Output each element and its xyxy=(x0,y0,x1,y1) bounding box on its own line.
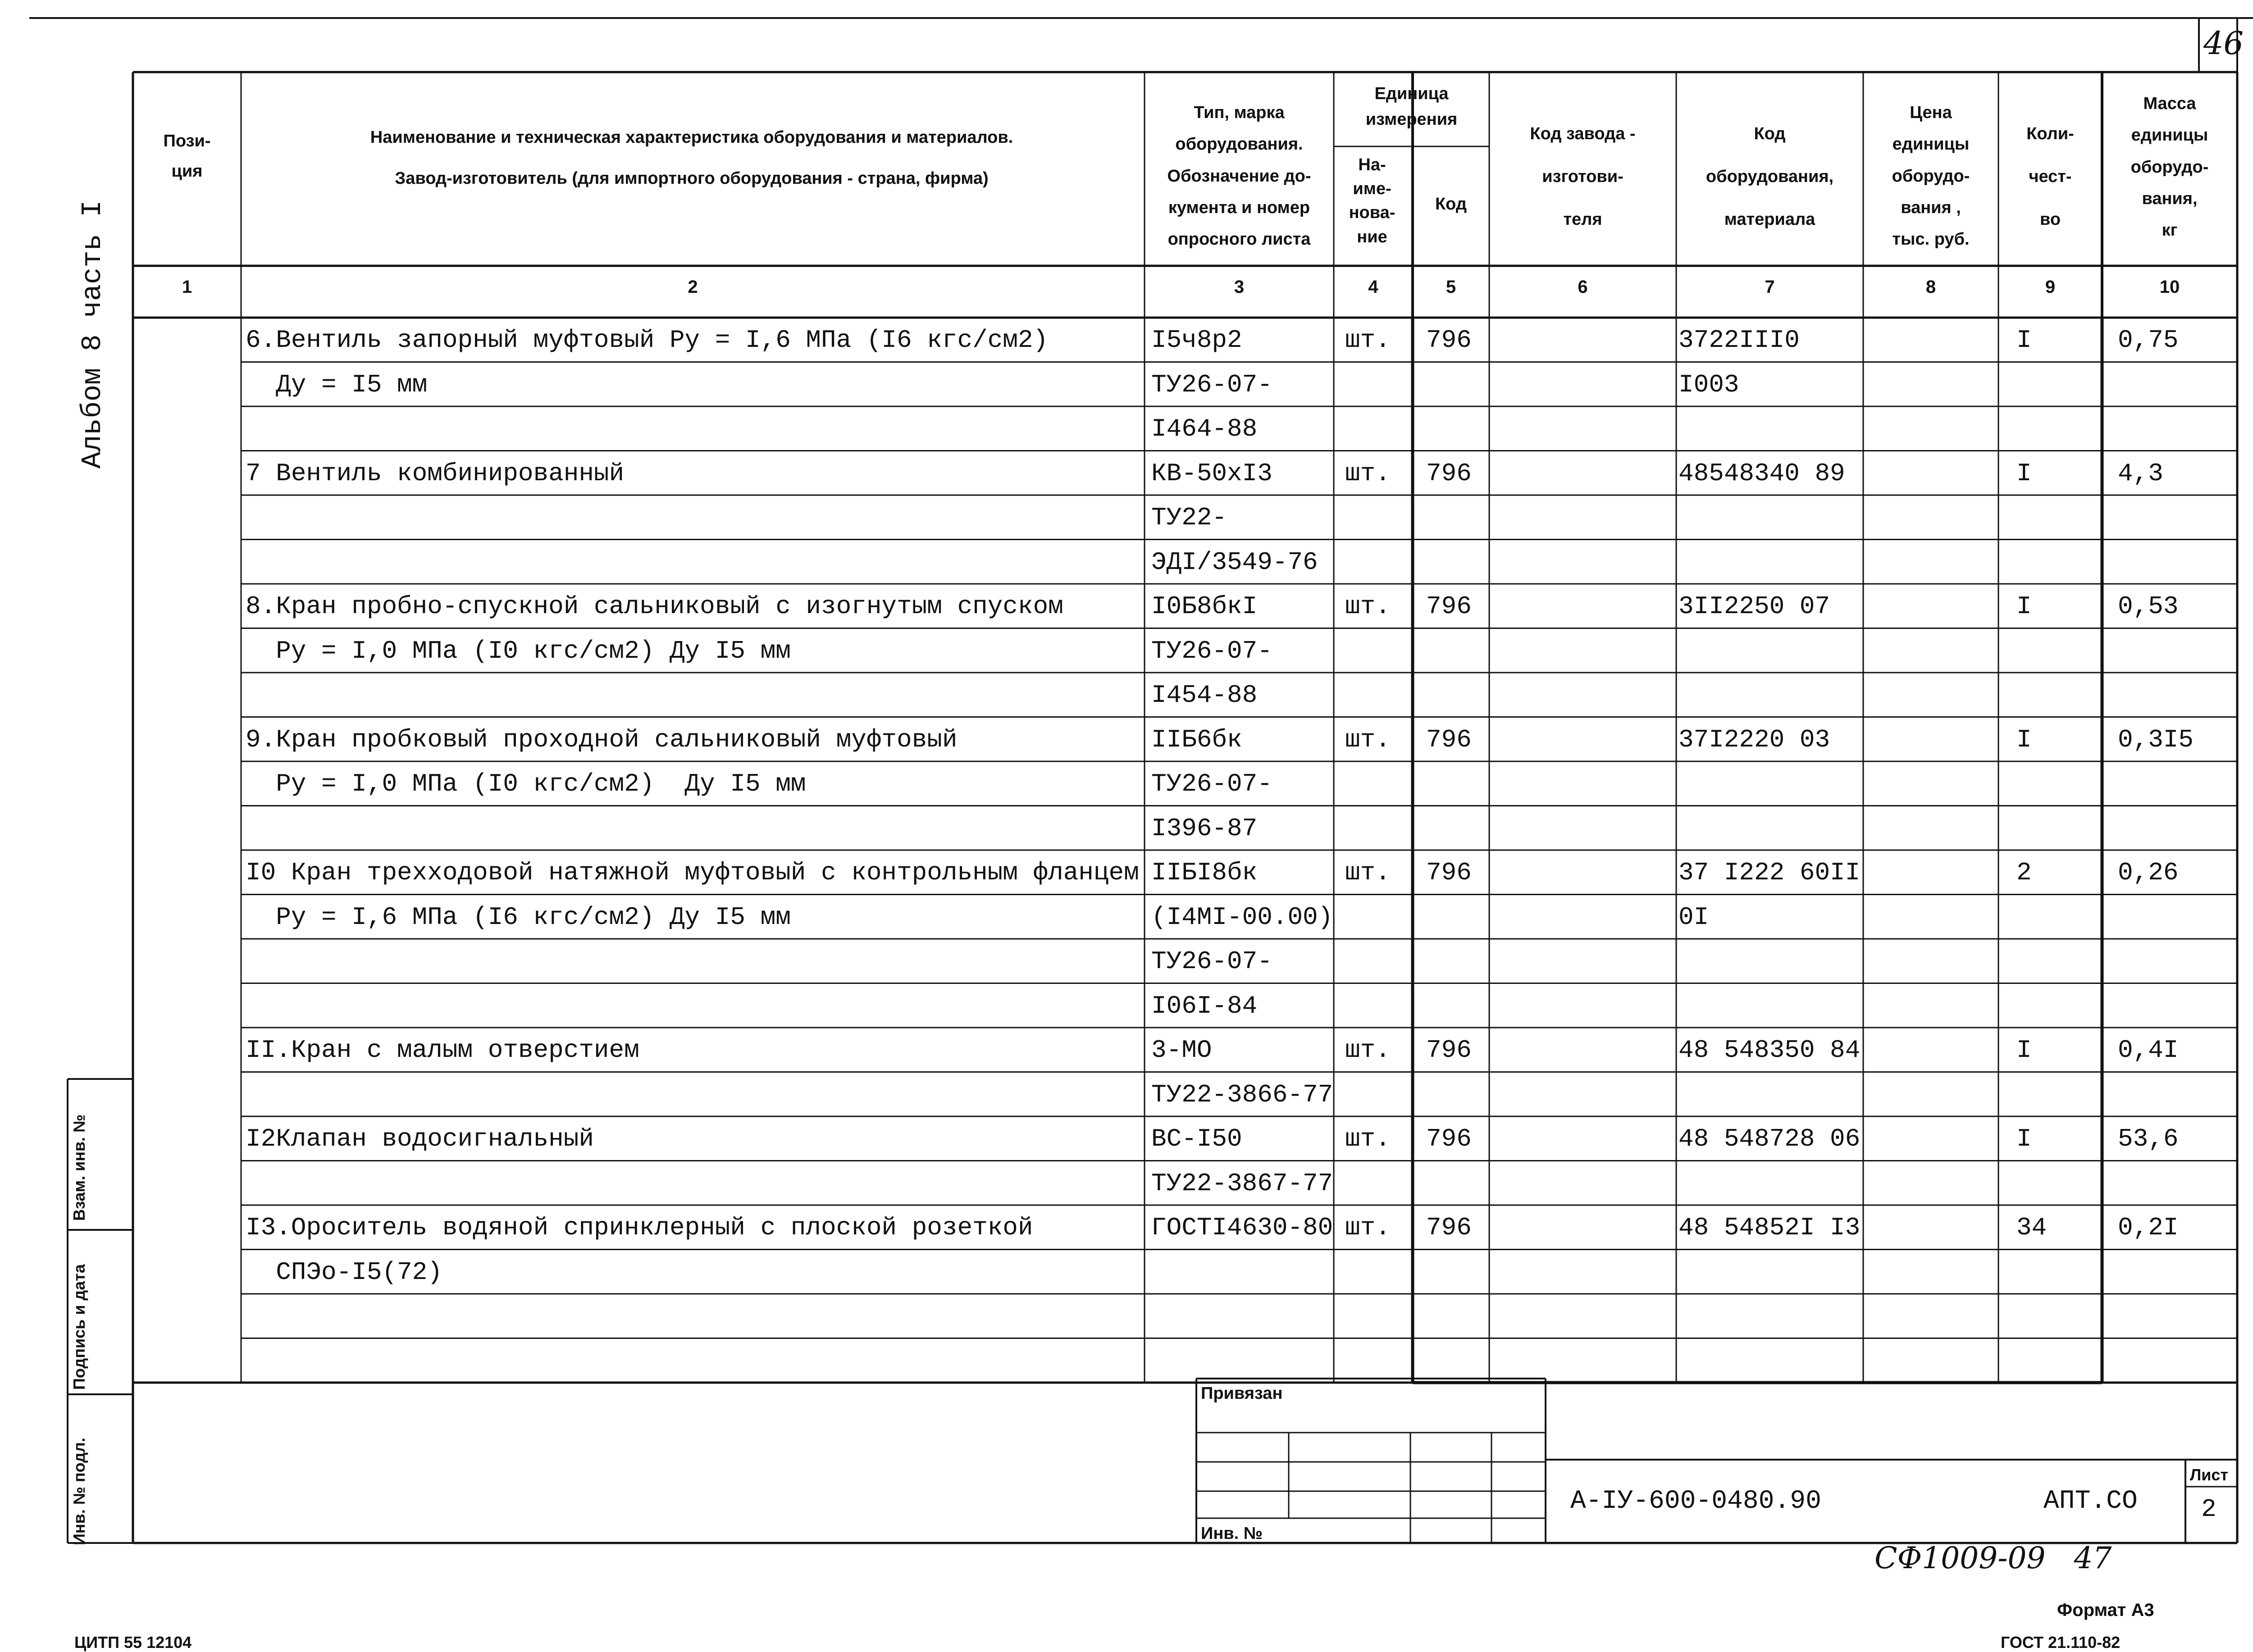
item-unit-code: 796 xyxy=(1426,326,1472,355)
item-name: 7 Вентиль комбинированный xyxy=(246,459,625,488)
item-type: КВ-50хI3 xyxy=(1151,459,1272,488)
item-unit-code: 796 xyxy=(1426,1124,1472,1153)
item-unit: шт. xyxy=(1345,1213,1391,1242)
item-type: IIБI8бк xyxy=(1151,858,1258,887)
side-podpis-data: Подпись и дата xyxy=(70,1264,88,1390)
item-quantity: 2 xyxy=(2016,858,2032,887)
column-number: 10 xyxy=(2159,277,2180,297)
column-number: 3 xyxy=(1234,277,1245,297)
item-mass: 4,3 xyxy=(2118,459,2163,488)
item-type: ЭДI/3549-76 xyxy=(1151,547,1318,577)
item-name: II.Кран с малым отверстием xyxy=(246,1036,639,1065)
item-equipment-code: I003 xyxy=(1678,370,1739,399)
header-col3: Тип, марка оборудования. Обозначение до- кумента и номер опросного листа xyxy=(1167,103,1311,249)
item-name: I3.Ороситель водяной спринклерный с плоской розеткой xyxy=(246,1213,1033,1242)
item-quantity: I xyxy=(2016,459,2032,488)
title-sheet-no: 2 xyxy=(2201,1495,2217,1524)
item-equipment-code: 37 I222 60II xyxy=(1678,858,1861,887)
header-unit-group: Единица измерения xyxy=(1365,84,1458,129)
item-type: I0Б8бкI xyxy=(1151,592,1258,621)
column-number: 9 xyxy=(2045,277,2056,297)
item-unit: шт. xyxy=(1345,459,1391,488)
item-quantity: 34 xyxy=(2016,1213,2047,1242)
item-mass: 53,6 xyxy=(2118,1124,2179,1153)
title-inv-no: Инв. № xyxy=(1201,1524,1263,1543)
footer-left-code: ЦИТП 55 12104 xyxy=(74,1633,192,1652)
item-quantity: I xyxy=(2016,1036,2032,1065)
header-col2: Наименование и техническая характеристика оборудования и материалов. Завод-изготовитель (для импортного оборудования - страна, фирма) xyxy=(370,128,1013,188)
album-label: Альбом 8 часть I xyxy=(77,200,109,469)
item-equipment-code: 0I xyxy=(1678,902,1709,932)
item-quantity: I xyxy=(2016,1124,2032,1153)
item-equipment-code: 48548340 89 xyxy=(1678,459,1845,488)
header-col4: На- име- нова- ние xyxy=(1349,155,1396,246)
item-quantity: I xyxy=(2016,326,2032,355)
item-type: ТУ26-07- xyxy=(1151,947,1272,976)
item-name: Ду = I5 мм xyxy=(246,370,428,399)
item-equipment-code: 48 548350 84 xyxy=(1678,1036,1861,1065)
item-type: ГОСТI4630-80 xyxy=(1151,1213,1333,1242)
header-col9: Коли- чест- во xyxy=(2026,124,2074,229)
item-mass: 0,53 xyxy=(2118,592,2179,621)
item-name: I0 Кран трехходовой натяжной муфтовый с контрольным фланцем xyxy=(246,858,1139,887)
item-unit-code: 796 xyxy=(1426,858,1472,887)
title-doc-code: А-IУ-600-0480.90 xyxy=(1570,1487,1821,1516)
item-equipment-code: 3722III0 xyxy=(1678,326,1800,355)
page-number: 46 xyxy=(2203,25,2244,62)
item-name: Ру = I,0 МПа (I0 кгс/см2) Ду I5 мм xyxy=(246,636,791,665)
item-type: ТУ22-3866-77 xyxy=(1151,1080,1333,1109)
footer-format: Формат А3 xyxy=(2057,1600,2154,1620)
item-type: I454-88 xyxy=(1151,681,1258,710)
item-unit: шт. xyxy=(1345,1036,1391,1065)
item-type: I06I-84 xyxy=(1151,991,1258,1020)
column-number: 6 xyxy=(1578,277,1588,297)
title-doc-mark: АПТ.СО xyxy=(2043,1487,2138,1516)
item-type: I464-88 xyxy=(1151,414,1258,443)
item-unit-code: 796 xyxy=(1426,1213,1472,1242)
item-type: ВС-I50 xyxy=(1151,1124,1242,1153)
item-type: ТУ26-07- xyxy=(1151,769,1272,798)
item-name: 6.Вентиль запорный муфтовый Ру = I,6 МПа (I6 кгс/см2) xyxy=(246,326,1049,355)
item-unit: шт. xyxy=(1345,858,1391,887)
item-type: 3-МО xyxy=(1151,1036,1212,1065)
item-unit: шт. xyxy=(1345,1124,1391,1153)
item-type: (I4MI-00.00) xyxy=(1151,902,1333,932)
item-type: ТУ26-07- xyxy=(1151,636,1272,665)
item-quantity: I xyxy=(2016,592,2032,621)
footer-gost: ГОСТ 21.110-82 xyxy=(2001,1633,2121,1652)
item-mass: 0,75 xyxy=(2118,326,2179,355)
header-col7: Код оборудования, материала xyxy=(1706,124,1834,229)
item-unit-code: 796 xyxy=(1426,459,1472,488)
side-inv-podl: Инв. № подл. xyxy=(70,1438,88,1545)
title-privyazan: Привязан xyxy=(1201,1384,1283,1403)
title-sheet-label: Лист xyxy=(2190,1465,2229,1484)
item-unit: шт. xyxy=(1345,592,1391,621)
header-col10: Масса единицы оборудо- вания, кг xyxy=(2130,94,2209,240)
item-mass: 0,3I5 xyxy=(2118,725,2194,754)
item-equipment-code: 48 548728 06 xyxy=(1678,1124,1861,1153)
item-unit-code: 796 xyxy=(1426,592,1472,621)
item-equipment-code: 37I2220 03 xyxy=(1678,725,1830,754)
column-number: 1 xyxy=(182,277,192,297)
item-unit-code: 796 xyxy=(1426,725,1472,754)
item-name: СПЭо-I5(72) xyxy=(246,1257,442,1287)
item-type: I5ч8р2 xyxy=(1151,326,1242,355)
item-name: I2Клапан водосигнальный xyxy=(246,1124,594,1153)
column-number: 5 xyxy=(1446,277,1456,297)
column-number: 8 xyxy=(1925,277,1936,297)
item-equipment-code: 48 54852I I3 xyxy=(1678,1213,1861,1242)
column-number: 7 xyxy=(1765,277,1775,297)
item-mass: 0,2I xyxy=(2118,1213,2179,1242)
item-type: I396-87 xyxy=(1151,814,1258,843)
item-type: ТУ22-3867-77 xyxy=(1151,1169,1333,1198)
item-name: Ру = I,6 МПа (I6 кгс/см2) Ду I5 мм xyxy=(246,902,791,932)
item-name: Ру = I,0 МПа (I0 кгс/см2) Ду I5 мм xyxy=(246,769,806,798)
header-col5: Код xyxy=(1435,195,1467,214)
footer-handwritten-code: СФ1009-09 47 xyxy=(1874,1541,2112,1575)
item-equipment-code: 3II2250 07 xyxy=(1678,592,1830,621)
header-col8: Цена единицы оборудо- вания , тыс. руб. xyxy=(1892,103,1970,249)
item-unit: шт. xyxy=(1345,326,1391,355)
column-number: 2 xyxy=(688,277,698,297)
item-type: IIБ6бк xyxy=(1151,725,1242,754)
item-name: 8.Кран пробно-спускной сальниковый с изогнутым спуском xyxy=(246,592,1063,621)
item-mass: 0,4I xyxy=(2118,1036,2179,1065)
column-number: 4 xyxy=(1368,277,1378,297)
item-mass: 0,26 xyxy=(2118,858,2179,887)
item-quantity: I xyxy=(2016,725,2032,754)
side-vzam-inv: Взам. инв. № xyxy=(70,1114,88,1221)
header-col6: Код завода - изготови- теля xyxy=(1530,124,1636,229)
item-unit: шт. xyxy=(1345,725,1391,754)
item-type: ТУ26-07- xyxy=(1151,370,1272,399)
item-unit-code: 796 xyxy=(1426,1036,1472,1065)
header-col1: Пози- ция xyxy=(163,132,211,181)
item-type: ТУ22- xyxy=(1151,503,1227,532)
item-name: 9.Кран пробковый проходной сальниковый муфтовый xyxy=(246,725,958,754)
